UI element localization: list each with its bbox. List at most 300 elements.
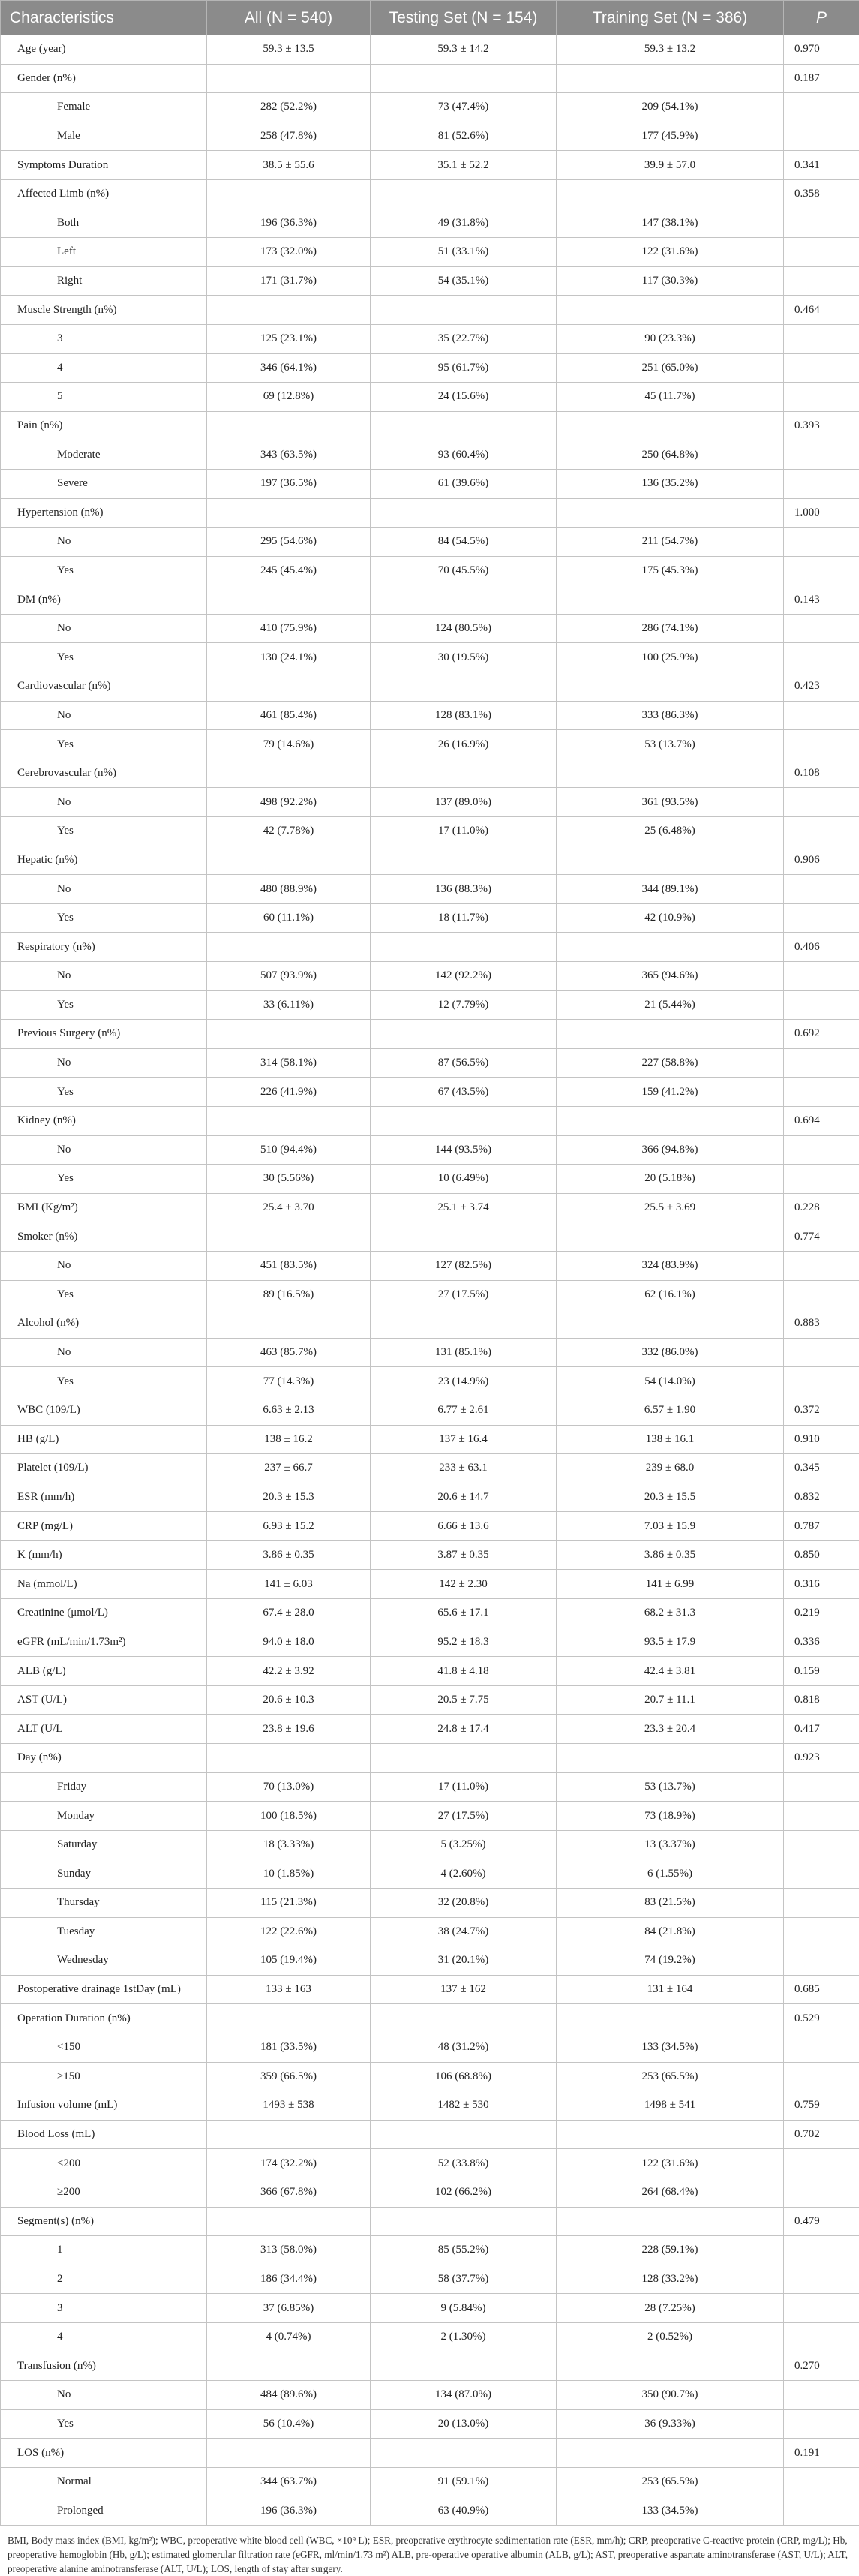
value-p: 0.692 [784, 1020, 859, 1049]
value-p: 0.850 [784, 1540, 859, 1570]
row-name: Day (n%) [1, 1744, 207, 1773]
value-p [784, 2033, 859, 2062]
value-training [557, 1309, 784, 1339]
value-testing: 95.2 ± 18.3 [371, 1628, 557, 1657]
row-name: CRP (mg/L) [1, 1512, 207, 1541]
value-all: 6.63 ± 2.13 [207, 1396, 371, 1425]
value-p: 0.464 [784, 296, 859, 325]
row-name: No [1, 1135, 207, 1165]
value-training: 264 (68.4%) [557, 2178, 784, 2207]
value-p [784, 701, 859, 730]
value-testing: 142 ± 2.30 [371, 1570, 557, 1599]
value-all: 141 ± 6.03 [207, 1570, 371, 1599]
value-all: 174 (32.2%) [207, 2149, 371, 2178]
value-training [557, 2352, 784, 2381]
value-testing: 49 (31.8%) [371, 209, 557, 238]
value-training [557, 759, 784, 788]
row-name: Tuesday [1, 1917, 207, 1946]
value-testing: 27 (17.5%) [371, 1802, 557, 1831]
value-all: 79 (14.6%) [207, 730, 371, 759]
table-row [1, 1772, 859, 1802]
value-all: 226 (41.9%) [207, 1078, 371, 1107]
row-name: Pain (n%) [1, 411, 207, 440]
table-row [1, 353, 859, 383]
value-p [784, 440, 859, 470]
value-p: 0.270 [784, 2352, 859, 2381]
table-row [1, 1338, 859, 1367]
value-p [784, 1048, 859, 1078]
value-p: 0.336 [784, 1628, 859, 1657]
table-row [1, 1512, 859, 1541]
row-name: Operation Duration (n%) [1, 2004, 207, 2033]
header-training-set: Training Set (N = 386) [557, 1, 784, 35]
value-all: 314 (58.1%) [207, 1048, 371, 1078]
table-row [1, 122, 859, 151]
value-testing: 93 (60.4%) [371, 440, 557, 470]
table-row [1, 296, 859, 325]
row-name: 5 [1, 383, 207, 412]
row-name: 1 [1, 2236, 207, 2265]
value-training: 133 (34.5%) [557, 2496, 784, 2526]
table-row [1, 1251, 859, 1280]
value-all [207, 1106, 371, 1135]
row-name: ALB (g/L) [1, 1657, 207, 1686]
value-p [784, 1251, 859, 1280]
value-p: 0.685 [784, 1975, 859, 2004]
table-row [1, 2149, 859, 2178]
value-testing: 24 (15.6%) [371, 383, 557, 412]
value-p [784, 2467, 859, 2496]
value-all: 138 ± 16.2 [207, 1425, 371, 1454]
value-testing: 58 (37.7%) [371, 2265, 557, 2294]
value-testing [371, 2004, 557, 2033]
value-p [784, 643, 859, 672]
value-testing: 144 (93.5%) [371, 1135, 557, 1165]
value-testing: 30 (19.5%) [371, 643, 557, 672]
table-row [1, 1280, 859, 1309]
value-training [557, 933, 784, 962]
row-name: Female [1, 93, 207, 122]
value-training: 25.5 ± 3.69 [557, 1193, 784, 1222]
table-row [1, 2120, 859, 2149]
value-testing: 23 (14.9%) [371, 1367, 557, 1396]
table-row [1, 2004, 859, 2033]
table-row [1, 2207, 859, 2236]
row-name: 4 [1, 353, 207, 383]
value-p [784, 2322, 859, 2352]
value-training [557, 1020, 784, 1049]
value-p: 0.417 [784, 1715, 859, 1744]
table-row [1, 1889, 859, 1918]
row-name: Blood Loss (mL) [1, 2120, 207, 2149]
table-row [1, 2062, 859, 2091]
value-p: 0.219 [784, 1599, 859, 1628]
value-training: 42 (10.9%) [557, 903, 784, 933]
value-training: 253 (65.5%) [557, 2062, 784, 2091]
value-testing [371, 64, 557, 93]
table-row [1, 2409, 859, 2439]
value-training: 159 (41.2%) [557, 1078, 784, 1107]
value-p: 0.970 [784, 35, 859, 65]
value-all [207, 1222, 371, 1252]
value-all: 480 (88.9%) [207, 875, 371, 904]
table-row [1, 64, 859, 93]
value-testing: 142 (92.2%) [371, 962, 557, 991]
value-training: 136 (35.2%) [557, 469, 784, 498]
value-all: 105 (19.4%) [207, 1946, 371, 1976]
value-training: 332 (86.0%) [557, 1338, 784, 1367]
row-name: Right [1, 266, 207, 296]
row-name: Moderate [1, 440, 207, 470]
table-row [1, 1802, 859, 1831]
value-all: 20.3 ± 15.3 [207, 1483, 371, 1512]
value-training: 324 (83.9%) [557, 1251, 784, 1280]
value-p [784, 1772, 859, 1802]
value-all: 38.5 ± 55.6 [207, 151, 371, 180]
value-p: 0.759 [784, 2091, 859, 2121]
row-name: Kidney (n%) [1, 1106, 207, 1135]
value-testing: 32 (20.8%) [371, 1889, 557, 1918]
value-training: 251 (65.0%) [557, 353, 784, 383]
value-training: 73 (18.9%) [557, 1802, 784, 1831]
row-name: No [1, 701, 207, 730]
value-p: 0.372 [784, 1396, 859, 1425]
table-row [1, 266, 859, 296]
value-training: 175 (45.3%) [557, 556, 784, 585]
value-all [207, 498, 371, 528]
header-characteristics: Characteristics [1, 1, 207, 35]
value-testing [371, 1106, 557, 1135]
value-p [784, 122, 859, 151]
value-all: 30 (5.56%) [207, 1165, 371, 1194]
value-p [784, 1917, 859, 1946]
value-training: 286 (74.1%) [557, 614, 784, 643]
table-header-row [1, 1, 859, 35]
value-testing: 91 (59.1%) [371, 2467, 557, 2496]
value-all: 100 (18.5%) [207, 1802, 371, 1831]
value-all: 343 (63.5%) [207, 440, 371, 470]
value-p: 0.228 [784, 1193, 859, 1222]
value-all [207, 2120, 371, 2149]
value-testing: 95 (61.7%) [371, 353, 557, 383]
row-name: WBC (109/L) [1, 1396, 207, 1425]
row-name: Sunday [1, 1859, 207, 1889]
value-p [784, 266, 859, 296]
row-name: 3 [1, 324, 207, 353]
value-p: 0.393 [784, 411, 859, 440]
value-testing [371, 2352, 557, 2381]
value-training: 62 (16.1%) [557, 1280, 784, 1309]
value-testing [371, 1744, 557, 1773]
value-training: 100 (25.9%) [557, 643, 784, 672]
value-all [207, 933, 371, 962]
value-testing: 137 ± 16.4 [371, 1425, 557, 1454]
value-training: 68.2 ± 31.3 [557, 1599, 784, 1628]
value-p [784, 2236, 859, 2265]
table-row [1, 1367, 859, 1396]
table-row [1, 498, 859, 528]
value-testing: 31 (20.1%) [371, 1946, 557, 1976]
value-all [207, 585, 371, 615]
value-training: 122 (31.6%) [557, 238, 784, 267]
value-testing: 137 (89.0%) [371, 788, 557, 817]
value-all: 60 (11.1%) [207, 903, 371, 933]
table-row [1, 933, 859, 962]
value-training: 117 (30.3%) [557, 266, 784, 296]
value-testing: 52 (33.8%) [371, 2149, 557, 2178]
value-all: 122 (22.6%) [207, 1917, 371, 1946]
table-row [1, 2352, 859, 2381]
value-testing: 59.3 ± 14.2 [371, 35, 557, 65]
value-p: 0.774 [784, 1222, 859, 1252]
value-all [207, 1744, 371, 1773]
row-name: AST (U/L) [1, 1685, 207, 1715]
value-p: 0.910 [784, 1425, 859, 1454]
value-training [557, 411, 784, 440]
value-training: 13 (3.37%) [557, 1830, 784, 1859]
value-p [784, 209, 859, 238]
value-all [207, 2207, 371, 2236]
value-training [557, 2004, 784, 2033]
value-training: 138 ± 16.1 [557, 1425, 784, 1454]
value-testing: 6.77 ± 2.61 [371, 1396, 557, 1425]
table-row [1, 990, 859, 1020]
value-p: 0.143 [784, 585, 859, 615]
table-row [1, 1222, 859, 1252]
table-row [1, 2496, 859, 2526]
value-all: 510 (94.4%) [207, 1135, 371, 1165]
value-testing: 38 (24.7%) [371, 1917, 557, 1946]
value-all [207, 296, 371, 325]
value-training: 53 (13.7%) [557, 730, 784, 759]
table-row [1, 324, 859, 353]
value-all: 498 (92.2%) [207, 788, 371, 817]
value-training: 133 (34.5%) [557, 2033, 784, 2062]
value-p: 0.702 [784, 2120, 859, 2149]
value-testing: 73 (47.4%) [371, 93, 557, 122]
value-all: 196 (36.3%) [207, 209, 371, 238]
value-all: 18 (3.33%) [207, 1830, 371, 1859]
row-name: Yes [1, 730, 207, 759]
value-all: 451 (83.5%) [207, 1251, 371, 1280]
table-row [1, 2381, 859, 2410]
value-all: 346 (64.1%) [207, 353, 371, 383]
value-testing: 128 (83.1%) [371, 701, 557, 730]
value-all: 77 (14.3%) [207, 1367, 371, 1396]
value-testing: 17 (11.0%) [371, 817, 557, 846]
row-name: Muscle Strength (n%) [1, 296, 207, 325]
value-all [207, 2439, 371, 2468]
value-p [784, 2381, 859, 2410]
table-row [1, 151, 859, 180]
value-training [557, 498, 784, 528]
row-name: Normal [1, 2467, 207, 2496]
value-testing: 63 (40.9%) [371, 2496, 557, 2526]
value-p [784, 2062, 859, 2091]
row-name: Age (year) [1, 35, 207, 65]
value-all: 69 (12.8%) [207, 383, 371, 412]
table-row [1, 1106, 859, 1135]
table-row [1, 903, 859, 933]
value-testing: 27 (17.5%) [371, 1280, 557, 1309]
value-p [784, 469, 859, 498]
value-p: 0.191 [784, 2439, 859, 2468]
row-name: eGFR (mL/min/1.73m²) [1, 1628, 207, 1657]
value-training [557, 1222, 784, 1252]
value-testing [371, 179, 557, 209]
value-all: 295 (54.6%) [207, 528, 371, 557]
row-name: Cardiovascular (n%) [1, 672, 207, 702]
value-p: 0.906 [784, 846, 859, 875]
value-training: 253 (65.5%) [557, 2467, 784, 2496]
value-training: 83 (21.5%) [557, 1889, 784, 1918]
table-row [1, 1715, 859, 1744]
table-row [1, 1540, 859, 1570]
value-all: 197 (36.5%) [207, 469, 371, 498]
row-name: Yes [1, 1280, 207, 1309]
table-row [1, 179, 859, 209]
value-all: 25.4 ± 3.70 [207, 1193, 371, 1222]
value-testing [371, 759, 557, 788]
value-all: 3.86 ± 0.35 [207, 1540, 371, 1570]
value-all: 313 (58.0%) [207, 2236, 371, 2265]
table-row [1, 209, 859, 238]
value-training: 20 (5.18%) [557, 1165, 784, 1194]
value-all: 125 (23.1%) [207, 324, 371, 353]
value-training: 21 (5.44%) [557, 990, 784, 1020]
value-p: 0.358 [784, 179, 859, 209]
value-testing [371, 1222, 557, 1252]
row-name: 2 [1, 2265, 207, 2294]
value-training [557, 296, 784, 325]
value-p: 0.159 [784, 1657, 859, 1686]
value-p [784, 556, 859, 585]
table-row [1, 383, 859, 412]
row-name: ALT (U/L [1, 1715, 207, 1744]
table-row [1, 238, 859, 267]
value-p [784, 1338, 859, 1367]
table-row [1, 1135, 859, 1165]
table-row [1, 875, 859, 904]
value-training: 147 (38.1%) [557, 209, 784, 238]
row-name: Severe [1, 469, 207, 498]
value-testing: 70 (45.5%) [371, 556, 557, 585]
value-p [784, 730, 859, 759]
value-all [207, 1309, 371, 1339]
row-name: BMI (Kg/m²) [1, 1193, 207, 1222]
row-name: Postoperative drainage 1stDay (mL) [1, 1975, 207, 2004]
row-name: Yes [1, 990, 207, 1020]
row-name: Gender (n%) [1, 64, 207, 93]
row-name: ESR (mm/h) [1, 1483, 207, 1512]
value-all: 94.0 ± 18.0 [207, 1628, 371, 1657]
value-testing: 3.87 ± 0.35 [371, 1540, 557, 1570]
value-all: 507 (93.9%) [207, 962, 371, 991]
value-training: 122 (31.6%) [557, 2149, 784, 2178]
row-name: Yes [1, 556, 207, 585]
value-testing [371, 498, 557, 528]
value-all: 186 (34.4%) [207, 2265, 371, 2294]
row-name: Platelet (109/L) [1, 1454, 207, 1483]
value-testing: 54 (35.1%) [371, 266, 557, 296]
value-p: 0.818 [784, 1685, 859, 1715]
row-name: Infusion volume (mL) [1, 2091, 207, 2121]
table-row [1, 1830, 859, 1859]
value-all: 70 (13.0%) [207, 1772, 371, 1802]
value-all: 130 (24.1%) [207, 643, 371, 672]
value-all [207, 672, 371, 702]
value-all: 173 (32.0%) [207, 238, 371, 267]
value-all [207, 64, 371, 93]
value-testing: 48 (31.2%) [371, 2033, 557, 2062]
row-name: Cerebrovascular (n%) [1, 759, 207, 788]
value-testing: 41.8 ± 4.18 [371, 1657, 557, 1686]
table-row [1, 817, 859, 846]
table-row [1, 1744, 859, 1773]
table-row [1, 35, 859, 65]
row-name: Transfusion (n%) [1, 2352, 207, 2381]
row-name: ≥150 [1, 2062, 207, 2091]
value-p [784, 1280, 859, 1309]
value-all: 359 (66.5%) [207, 2062, 371, 2091]
value-all [207, 759, 371, 788]
table-row [1, 2439, 859, 2468]
row-name: No [1, 2381, 207, 2410]
header-testing-set: Testing Set (N = 154) [371, 1, 557, 35]
row-name: <200 [1, 2149, 207, 2178]
value-all: 67.4 ± 28.0 [207, 1599, 371, 1628]
value-all: 366 (67.8%) [207, 2178, 371, 2207]
value-testing: 6.66 ± 13.6 [371, 1512, 557, 1541]
value-all: 245 (45.4%) [207, 556, 371, 585]
value-p [784, 1367, 859, 1396]
value-testing: 10 (6.49%) [371, 1165, 557, 1194]
value-testing: 20 (13.0%) [371, 2409, 557, 2439]
row-name: Saturday [1, 1830, 207, 1859]
table-row [1, 1628, 859, 1657]
value-testing: 51 (33.1%) [371, 238, 557, 267]
value-testing [371, 2207, 557, 2236]
value-p: 0.529 [784, 2004, 859, 2033]
value-testing: 61 (39.6%) [371, 469, 557, 498]
value-all [207, 1020, 371, 1049]
value-training: 90 (23.3%) [557, 324, 784, 353]
value-training: 74 (19.2%) [557, 1946, 784, 1976]
row-name: Alcohol (n%) [1, 1309, 207, 1339]
value-all: 59.3 ± 13.5 [207, 35, 371, 65]
value-training: 209 (54.1%) [557, 93, 784, 122]
value-p [784, 528, 859, 557]
value-testing [371, 2439, 557, 2468]
value-training: 3.86 ± 0.35 [557, 1540, 784, 1570]
table-row [1, 1946, 859, 1976]
row-name: Yes [1, 2409, 207, 2439]
table-row [1, 1483, 859, 1512]
value-all [207, 179, 371, 209]
value-p: 0.108 [784, 759, 859, 788]
value-training: 84 (21.8%) [557, 1917, 784, 1946]
value-all: 463 (85.7%) [207, 1338, 371, 1367]
value-p [784, 1889, 859, 1918]
row-name: No [1, 614, 207, 643]
value-p [784, 1802, 859, 1831]
value-all: 410 (75.9%) [207, 614, 371, 643]
value-training [557, 2120, 784, 2149]
value-training: 2 (0.52%) [557, 2322, 784, 2352]
value-training: 1498 ± 541 [557, 2091, 784, 2121]
table-row [1, 614, 859, 643]
value-testing: 24.8 ± 17.4 [371, 1715, 557, 1744]
